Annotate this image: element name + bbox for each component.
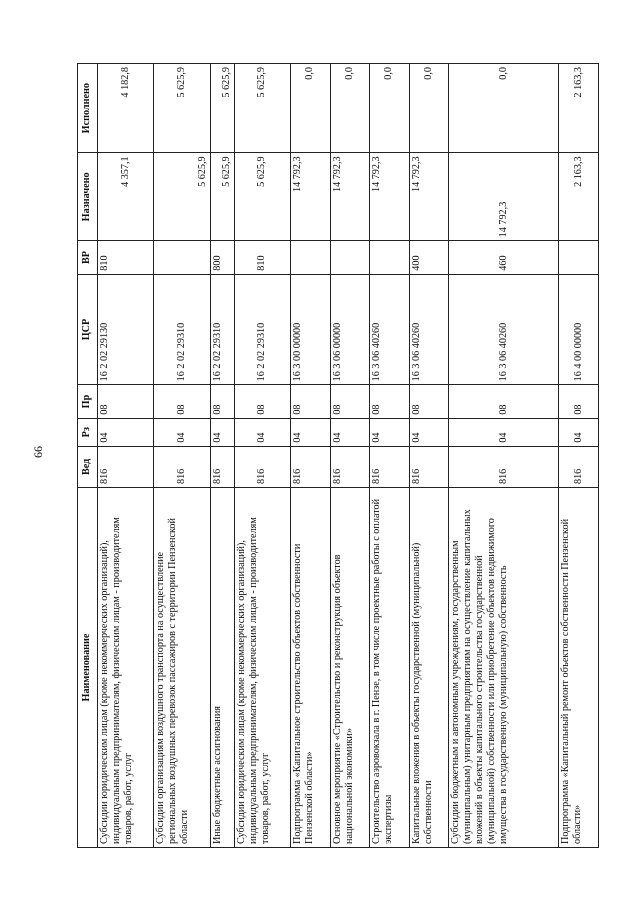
cell-name: Субсидии бюджетным и автономным учреждениям, государственным (муниципальным) унитарным предприятиям на осуществление капитальных вложений в объекты капитального строительства государственной (муниципальной) собственности или приобретение объектов недвижимого имущества в государственную (муниципальную) собственность — [449, 488, 559, 848]
cell-assigned: 14 792,3 — [290, 153, 330, 241]
cell-assigned: 2 163,3 — [559, 153, 599, 241]
cell-pr: 08 — [98, 385, 154, 418]
header-name: Наименование — [78, 488, 98, 848]
cell-csr: 16 4 00 00000 — [559, 274, 599, 385]
table-row — [234, 64, 290, 848]
cell-name: Субсидии юридическим лицам (кроме некоммерческих организаций), индивидуальным предпринимателям, физическим лицам - производителям товаров, работ, услуг — [234, 488, 290, 848]
cell-csr: 16 2 02 29310 — [234, 274, 290, 385]
cell-executed: 5 625,9 — [234, 64, 290, 153]
header-executed: Исполнено — [78, 64, 98, 153]
cell-ved: 816 — [290, 446, 330, 487]
cell-executed: 5 625,9 — [210, 64, 234, 153]
cell-vr — [290, 241, 330, 274]
cell-rz: 04 — [330, 418, 370, 446]
cell-ved: 816 — [210, 446, 234, 487]
cell-vr: 810 — [234, 241, 290, 274]
budget-table — [77, 63, 599, 848]
cell-assigned: 5 625,9 — [234, 153, 290, 241]
cell-pr: 08 — [409, 385, 449, 418]
cell-pr: 08 — [330, 385, 370, 418]
cell-assigned: 14 792,3 — [449, 153, 559, 241]
cell-executed: 0,0 — [449, 64, 559, 153]
cell-rz: 04 — [409, 418, 449, 446]
cell-pr: 08 — [210, 385, 234, 418]
cell-pr: 08 — [234, 385, 290, 418]
cell-vr — [154, 241, 210, 274]
cell-pr: 08 — [449, 385, 559, 418]
cell-name: Субсидии организациям воздушного транспорта на осуществление региональных воздушных перевозок пассажиров с территории Пензенской области — [154, 488, 210, 848]
cell-vr: 400 — [409, 241, 449, 274]
table-row — [290, 64, 330, 848]
cell-rz: 04 — [98, 418, 154, 446]
cell-assigned: 4 357,1 — [98, 153, 154, 241]
cell-ved: 816 — [98, 446, 154, 487]
cell-name: Капитальные вложения в объекты государственной (муниципальной) собственности — [409, 488, 449, 848]
cell-ved: 816 — [154, 446, 210, 487]
cell-vr: 810 — [98, 241, 154, 274]
header-csr: ЦСР — [78, 274, 98, 385]
table-row — [98, 64, 154, 848]
cell-rz: 04 — [234, 418, 290, 446]
cell-executed: 0,0 — [290, 64, 330, 153]
cell-executed: 0,0 — [370, 64, 410, 153]
cell-rz: 04 — [154, 418, 210, 446]
cell-csr: 16 3 06 40260 — [370, 274, 410, 385]
cell-executed: 0,0 — [409, 64, 449, 153]
cell-csr: 16 3 06 40260 — [409, 274, 449, 385]
rotated-table-container — [77, 63, 599, 848]
header-pr: Пр — [78, 385, 98, 418]
cell-vr: 460 — [449, 241, 559, 274]
cell-executed: 2 163,3 — [559, 64, 599, 153]
cell-name: Основное мероприятие «Строительство и реконструкция объектов национальной экономики» — [330, 488, 370, 848]
header-rz: Рз — [78, 418, 98, 446]
cell-executed: 0,0 — [330, 64, 370, 153]
table-row — [449, 64, 559, 848]
cell-executed: 4 182,8 — [98, 64, 154, 153]
cell-ved: 816 — [449, 446, 559, 487]
cell-name: Субсидии юридическим лицам (кроме некоммерческих организаций), индивидуальным предпринимателям, физическим лицам - производителям товаров, работ, услуг — [98, 488, 154, 848]
cell-rz: 04 — [370, 418, 410, 446]
cell-assigned: 14 792,3 — [330, 153, 370, 241]
cell-csr: 16 2 02 29310 — [210, 274, 234, 385]
cell-csr: 16 2 02 29310 — [154, 274, 210, 385]
table-row — [154, 64, 210, 848]
cell-name: Подпрограмма «Капитальное строительство объектов собственности Пензенской области» — [290, 488, 330, 848]
table-header-row — [78, 64, 98, 848]
cell-csr: 16 2 02 29130 — [98, 274, 154, 385]
cell-name: Иные бюджетные ассигнования — [210, 488, 234, 848]
table-row — [559, 64, 599, 848]
table-row — [330, 64, 370, 848]
header-assigned: Назначено — [78, 153, 98, 241]
table-row — [370, 64, 410, 848]
cell-rz: 04 — [290, 418, 330, 446]
cell-vr: 800 — [210, 241, 234, 274]
header-ved: Вед — [78, 446, 98, 487]
cell-rz: 04 — [559, 418, 599, 446]
cell-assigned: 5 625,9 — [154, 153, 210, 241]
cell-assigned: 5 625,9 — [210, 153, 234, 241]
cell-csr: 16 3 00 00000 — [290, 274, 330, 385]
table-row — [210, 64, 234, 848]
header-vr: ВР — [78, 241, 98, 274]
cell-name: Строительство аэровокзала в г. Пензе, в том числе проектные работы с оплатой экспертизы — [370, 488, 410, 848]
cell-ved: 816 — [234, 446, 290, 487]
page-number: 66 — [31, 446, 45, 458]
cell-pr: 08 — [370, 385, 410, 418]
cell-vr — [330, 241, 370, 274]
cell-pr: 08 — [290, 385, 330, 418]
cell-executed: 5 625,9 — [154, 64, 210, 153]
cell-rz: 04 — [210, 418, 234, 446]
cell-pr: 08 — [559, 385, 599, 418]
cell-rz: 04 — [449, 418, 559, 446]
cell-ved: 816 — [330, 446, 370, 487]
cell-vr — [559, 241, 599, 274]
cell-ved: 816 — [409, 446, 449, 487]
table-row — [409, 64, 449, 848]
cell-name: Подпрограмма «Капитальный ремонт объектов собственности Пензенской области» — [559, 488, 599, 848]
cell-pr: 08 — [154, 385, 210, 418]
cell-ved: 816 — [559, 446, 599, 487]
cell-csr: 16 3 06 00000 — [330, 274, 370, 385]
cell-csr: 16 3 06 40260 — [449, 274, 559, 385]
cell-vr — [370, 241, 410, 274]
cell-assigned: 14 792,3 — [370, 153, 410, 241]
cell-ved: 816 — [370, 446, 410, 487]
cell-assigned: 14 792,3 — [409, 153, 449, 241]
